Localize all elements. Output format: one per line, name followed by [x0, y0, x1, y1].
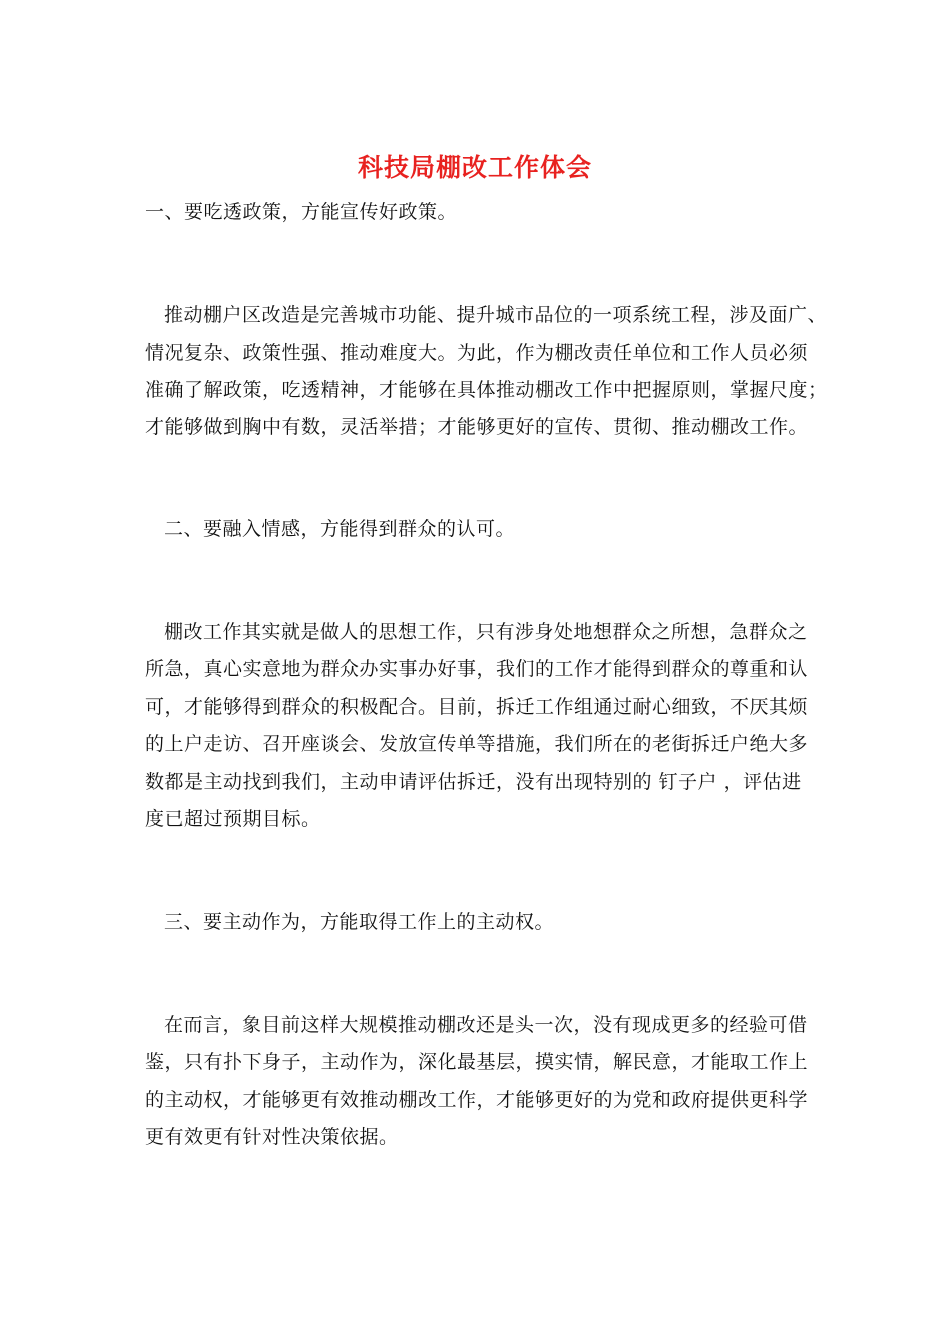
paragraph-line: 棚改工作其实就是做人的思想工作，只有涉身处地想群众之所想，急群众之: [164, 621, 808, 643]
paragraph-line: 鉴，只有扑下身子，主动作为，深化最基层，摸实情，解民意，才能取工作上: [145, 1051, 809, 1073]
paragraph-line: 可，才能够得到群众的积极配合。目前，拆迁工作组通过耐心细致，不厌其烦: [145, 696, 809, 718]
paragraph-line: 所急，真心实意地为群众办实事办好事，我们的工作才能得到群众的尊重和认: [145, 658, 809, 680]
paragraph-line: 才能够做到胸中有数，灵活举措；才能够更好的宣传、贯彻、推动棚改工作。: [145, 416, 809, 438]
paragraph-line: 数都是主动找到我们，主动申请评估拆迁，没有出现特别的 钉子户 ，评估进: [145, 771, 802, 793]
paragraph-line: 更有效更有针对性决策依据。: [145, 1126, 399, 1148]
paragraph-line: 准确了解政策，吃透精神，才能够在具体推动棚改工作中把握原则，掌握尺度；: [145, 379, 828, 401]
paragraph-line: 的上户走访、召开座谈会、发放宣传单等措施，我们所在的老街拆迁户绝大多: [145, 733, 809, 755]
section-heading: 一、要吃透政策，方能宣传好政策。: [145, 201, 458, 223]
section-heading: 二、要融入情感，方能得到群众的认可。: [164, 518, 516, 540]
paragraph-line: 情况复杂、政策性强、推动难度大。为此，作为棚改责任单位和工作人员必须: [145, 342, 809, 364]
section-heading: 三、要主动作为，方能取得工作上的主动权。: [164, 911, 555, 933]
paragraph-line: 的主动权，才能够更有效推动棚改工作，才能够更好的为党和政府提供更科学: [145, 1089, 809, 1111]
document-title: 科技局棚改工作体会: [357, 153, 592, 182]
paragraph-line: 推动棚户区改造是完善城市功能、提升城市品位的一项系统工程，涉及面广、: [164, 304, 828, 326]
paragraph-line: 度已超过预期目标。: [145, 808, 321, 830]
paragraph-line: 在而言，象目前这样大规模推动棚改还是头一次，没有现成更多的经验可借: [164, 1014, 808, 1036]
